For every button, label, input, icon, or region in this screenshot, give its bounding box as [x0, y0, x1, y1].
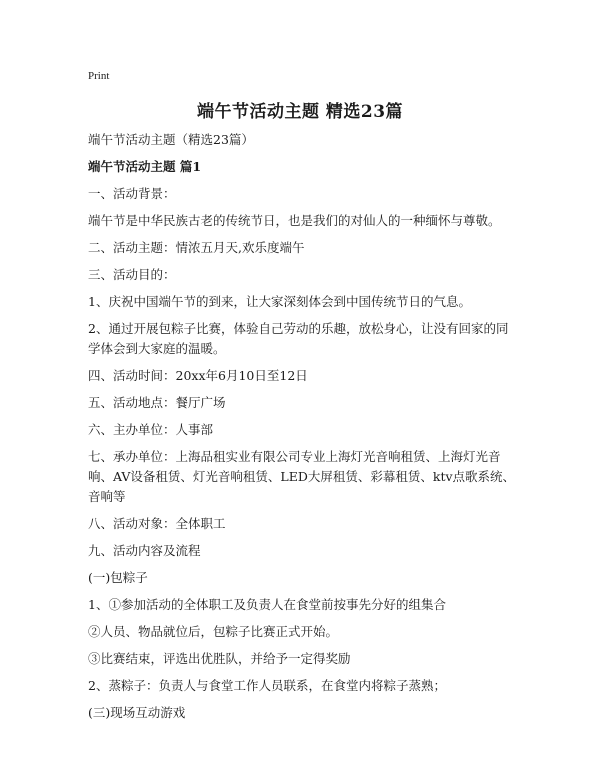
paragraph: 八、活动对象：全体职工: [88, 516, 226, 531]
paragraph: 端午节是中华民族古老的传统节日，也是我们的对仙人的一种缅怀与尊敬。: [88, 213, 501, 228]
paragraph: 1、庆祝中国端午节的到来，让大家深刻体会到中国传统节日的气息。: [88, 294, 471, 309]
paragraph: 六、主办单位：人事部: [88, 422, 214, 437]
paragraph: ②人员、物品就位后，包粽子比赛正式开始。: [88, 624, 339, 639]
paragraph: (三)现场互动游戏: [88, 705, 186, 720]
paragraph: 三、活动目的：: [88, 267, 176, 282]
document-body: [88, 130, 518, 730]
paragraph: 1、①参加活动的全体职工及负责人在食堂前按事先分好的组集合: [88, 597, 446, 612]
paragraph: 一、活动背景：: [88, 186, 176, 201]
paragraph: (一)包粽子: [88, 570, 148, 585]
section-heading: 端午节活动主题 篇1: [88, 159, 202, 174]
paragraph: 2、蒸粽子：负责人与食堂工作人员联系，在食堂内将粽子蒸熟；: [88, 678, 446, 693]
paragraph: 九、活动内容及流程: [88, 543, 201, 558]
document-subtitle: 端午节活动主题（精选23篇）: [88, 132, 254, 147]
page-title: 端午节活动主题 精选23篇: [196, 102, 404, 122]
paragraph: 2、通过开展包粽子比赛，体验自己劳动的乐趣，放松身心，让没有回家的同学体会到大家庭的温暖。: [88, 321, 509, 356]
paragraph: ③比赛结束，评选出优胜队，并给予一定得奖励: [88, 651, 351, 666]
paragraph: 五、活动地点：餐厅广场: [88, 395, 226, 410]
paragraph: 七、承办单位：上海品租实业有限公司专业上海灯光音响租赁、上海灯光音响、AV设备租赁、灯光音响租赁、LED大屏租赁、彩幕租赁、ktv点歌系统、音响等: [88, 449, 516, 504]
paragraph: 四、活动时间：20xx年6月10日至12日: [88, 368, 308, 383]
paragraph: 二、活动主题：情浓五月天,欢乐度端午: [88, 240, 305, 255]
print-label: Print: [88, 70, 110, 82]
